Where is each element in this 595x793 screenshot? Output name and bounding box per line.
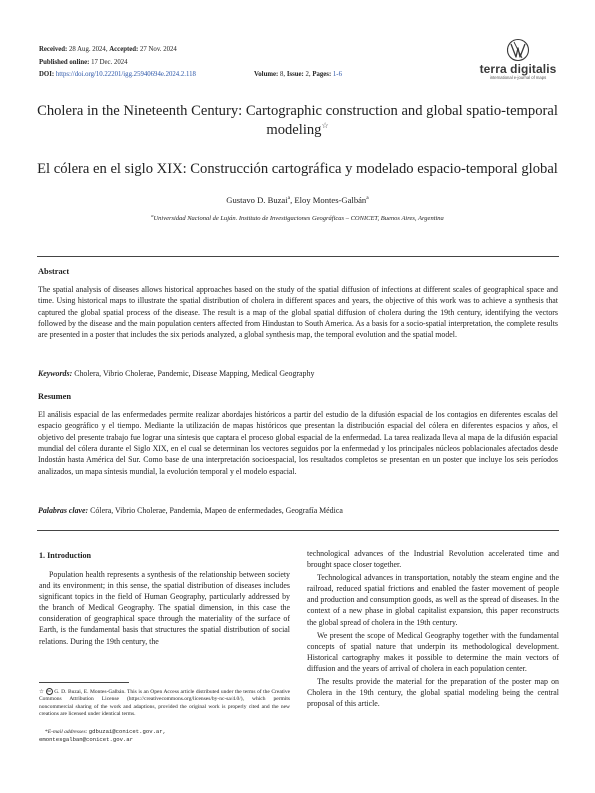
intro-paragraph-4: The results provide the material for the preparation of the poster map on Cholera in the 19th century, the global spatial modeling being the central proposal of this article. [307,677,559,709]
license-footnote: ☆ cc G. D. Buzai, E. Montes-Galbán. This is an Open Access article distributed under the terms of the Creative Commons Attribution License (https://creativecommons.org/licenses/by-nc-sa/4.0/), which permits noncommercial sharing of the work and adaptions, provided the original work is properly cited and the new creations are licensed under identical terms. [39,688,291,717]
affiliation: $^a$Universidad Nacional de Luján. Instituto de Investigaciones Geográficas – CONICET, Buenos Aires, Argentina [151,213,444,223]
divider [37,256,559,257]
journal-logo [470,38,566,80]
abstract-text: The spatial analysis of diseases allows historical approaches based on the study of the spatial diffusion of infections at different scales of geographical space and time. Using historical maps to illustrate the spatial distribution of cholera in different spaces and years, the objective of this work was to achieve a synthesis that captured the global spatial process of the disease. The result is a map of the global spatial diffusion of cholera during the 19th century, identifying the vectors followed by the disease and the main population centers affected from Hindustan to South America. As a basis for a socio-spatial interpretation, the complete results are presented in a poster that includes the six periods analyzed, a global synthesis map, the temporal evolution and the spatial model. [38,285,558,340]
abstract-heading: Abstract [38,267,70,276]
intro-paragraph-1-continued: technological advances of the Industrial Revolution accelerated time and brought space closer together. [307,549,559,570]
pages-link[interactable]: 1-6 [332,71,342,79]
doi-link[interactable]: https://doi.org/10.22201/igg.25940694e.2024.2.118 [55,71,196,79]
email-link-2[interactable]: emontesgalban@conicet.gov.ar [39,736,133,744]
divider [37,530,559,531]
keywords: Keywords: Cholera, Vibrio Cholerae, Pandemic, Disease Mapping, Medical Geography [38,369,315,378]
intro-paragraph-3: We present the scope of Medical Geography together with the fundamental concepts of spatial nature that underpin its methodological development. Historical cartography makes it possible to determine the main vectors of diffusion and the years of arrival of cholera in each population center. [307,630,559,673]
published-line: Published online: 17 Dec. 2024 [39,58,128,66]
left-column [39,550,290,647]
article-meta [39,44,359,82]
right-column [307,548,559,709]
intro-paragraph-2: Technological advances in transportation, notably the steam engine and the railroad, reduced spatial frictions and enabled the faster movement of people and production and consumption goods, as well as the spread of diseases. In the context of a new phase in global capitalist expansion, this paper reconstructs the global spread of cholera in the 19th century. [307,573,559,627]
authors: Gustavo D. Buzai$^a$, Eloy Montes-Galbán$^a$ [226,194,369,205]
email-footnote: *E-mail addresses: gdbuzai@conicet.gov.ar, emontesgalban@conicet.gov.ar [39,728,167,744]
resumen-heading: Resumen [38,392,72,401]
volume-info: Volume: 8, Issue: 2, Pages: 1-6 [254,71,342,79]
footnote-rule [39,682,129,683]
title-english: Cholera in the Nineteenth Century: Cartographic construction and global spatio-temporal modeling☆ [37,103,558,138]
email-link-1[interactable]: gdbuzai@conicet.gov.ar, [88,728,167,735]
resumen-text: El análisis espacial de las enfermedades permite realizar abordajes históricos a partir del estudio de la difusión espacial de los contagios en diferentes escalas del espacio geográfico y el tiempo. Mediante la utilización de mapas históricos que presentan la distribución espacial del cólera en diferentes espacios y años, el objetivo del presente trabajo fue lograr una síntesis que captara el proceso global espacial de la enfermedad. La tarea realizada lleva al mapa de la difusión espacial mundial del cólera durante el Siglo XIX, en el cual se determinan los vectores seguidos por la enfermedad y los principales núcleos poblacionales afectados desde Indostán hasta América del Sur. Como base de una interpretación socioespacial, los resultados completos se presentan en un poster que incluye los seis períodos analizados, un mapa síntesis mundial, la evolución temporal y el modelo espacial. [38,410,558,476]
title-spanish: El cólera en el siglo XIX: Construcción cartográfica y modelado espacio-temporal global [37,161,558,177]
doi-line: DOI: https://doi.org/10.22201/igg.25940694e.2024.2.118 Volume: 8, Issue: 2, Pages: 1-6 [39,69,359,82]
title-footnote-star[interactable]: ☆ [321,121,329,131]
section-heading-introduction: 1. Introduction [39,551,92,560]
palabras-clave: Palabras clave: Cólera, Vibrio Cholerae, Pandemia, Mapeo de enfermedades, Geografía Médica [38,506,343,515]
logo-tagline: international e-journal of maps [489,75,547,80]
creative-commons-icon: cc [47,689,51,693]
received-line: Received: 28 Aug. 2024, Accepted: 27 Nov. 2024 [39,46,177,53]
logo-name: terra digitalis [479,62,557,76]
compass-mark-icon [505,38,531,62]
intro-paragraph-1: Population health represents a synthesis of the relationship between society and its environment; in this sense, the spatial distribution of diseases includes significant topics in the field of Human Geography, particularly addressed by the branch of Medical Geography. The spatial dimension, in this case the consideration of geographical space through the materiality of the surface of Earth, is the fundamental basis that structures the spatial distribution of social relations. During the 19th century, the [39,570,290,646]
